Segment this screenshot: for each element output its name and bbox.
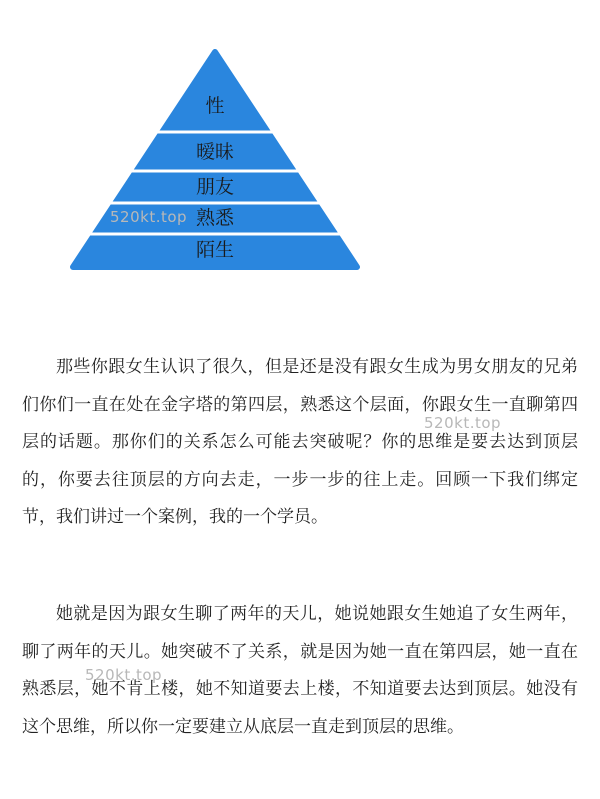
pyramid-diagram <box>70 48 360 272</box>
pyramid-layer-familiar: 熟悉 <box>195 207 234 229</box>
pyramid-layer-ambiguity: 暧昧 <box>195 141 234 163</box>
paragraph-1: 那些你跟女生认识了很久，但是还是没有跟女生成为男女朋友的兄弟们你们一直在处在金字塔的第四层，熟悉这个层面，你跟女生一直聊第四层的话题。那你们的关系怎么可能去突破呢？你的思维是要去达到顶层的，你要去往顶层的方向去走，一步一步的往上走。回顾一下我们绑定节，我们讲过一个案例，我的一个学员。 <box>22 357 578 528</box>
pyramid-layer-stranger: 陌生 <box>195 239 234 261</box>
pyramid-layer-friends: 朋友 <box>195 176 234 198</box>
watermark: 520kt.top <box>424 414 502 432</box>
paragraph-2: 她就是因为跟女生聊了两年的天儿，她说她跟女生她追了女生两年，聊了两年的天儿。她突破不了关系，就是因为她一直在第四层，她一直在熟悉层，她不肯上楼，她不知道要去上楼，不知道要去达到顶层。她没有这个思维，所以你一定要建立从底层一直走到顶层的思维。 <box>22 604 578 737</box>
watermark: 520kt.top <box>110 208 188 226</box>
watermark: 520kt.top <box>85 666 163 684</box>
pyramid-layer-sex: 性 <box>205 95 225 117</box>
